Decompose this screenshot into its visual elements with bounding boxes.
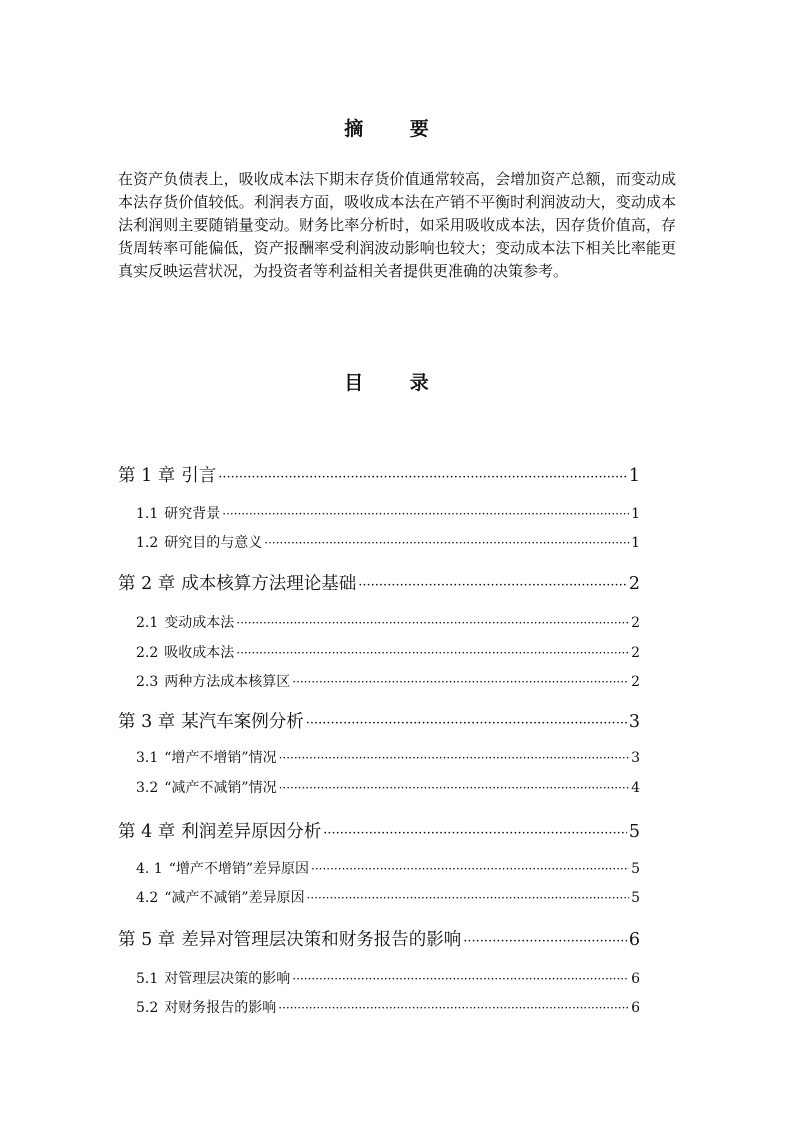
toc-entry-page: 5 — [631, 861, 640, 877]
toc-entry-page: 6 — [631, 971, 640, 987]
toc-entry-label: 变动成本法 — [164, 615, 235, 631]
toc-chapter-4[interactable] — [118, 818, 640, 843]
toc-entry-page: 1 — [631, 506, 640, 522]
toc-entry-number: 2.1 — [136, 615, 159, 631]
toc-leader-dots — [323, 822, 627, 842]
toc-section-5-2[interactable] — [136, 997, 640, 1017]
toc-entry-label: 利润差异原因分析 — [181, 822, 322, 842]
toc-entry-label: 引言 — [181, 466, 217, 486]
toc-leader-dots — [218, 466, 627, 486]
toc-leader-dots — [222, 506, 629, 522]
toc-entry-page: 5 — [631, 890, 640, 906]
toc-entry-number: 2.3 — [136, 674, 159, 690]
toc-entry-number: 5.1 — [136, 971, 159, 987]
toc-entry-label: 研究目的与意义 — [164, 535, 263, 551]
toc-entry-page: 3 — [628, 712, 640, 732]
toc-entry-label: 成本核算方法理论基础 — [181, 574, 357, 594]
toc-chapter-3[interactable] — [118, 708, 640, 733]
toc-entry-number: 第 4 章 — [118, 822, 176, 842]
toc-entry-page: 1 — [631, 535, 640, 551]
toc-entry-number: 1.1 — [136, 506, 159, 522]
toc-entry-number: 第 2 章 — [118, 574, 176, 594]
toc-section-4-1[interactable] — [136, 858, 640, 878]
toc-entry-number: 第 1 章 — [118, 466, 176, 486]
toc-leader-dots — [311, 861, 629, 877]
toc-leader-dots — [264, 535, 629, 551]
toc-leader-dots — [236, 645, 629, 661]
toc-entry-page: 3 — [631, 750, 640, 766]
toc-leader-dots — [292, 971, 629, 987]
toc-chapter-1[interactable] — [118, 462, 640, 487]
toc-entry-label: “增产不增销”差异原因 — [168, 861, 310, 877]
toc-leader-dots — [279, 750, 629, 766]
toc-entry-number: 第 5 章 — [118, 930, 176, 950]
toc-entry-page: 2 — [631, 645, 640, 661]
toc-entry-label: “减产不减销”情况 — [164, 780, 277, 796]
toc-section-2-2[interactable] — [136, 642, 640, 662]
toc-section-3-2[interactable] — [136, 777, 640, 797]
toc-entry-number: 3.1 — [136, 750, 159, 766]
toc-leader-dots — [358, 574, 627, 594]
toc-entry-label: “增产不增销”情况 — [164, 750, 277, 766]
toc-entry-number: 4.2 — [136, 890, 159, 906]
toc-entry-label: “减产不减销”差异原因 — [164, 890, 305, 906]
abstract-title: 摘 要 — [344, 118, 449, 140]
toc-leader-dots — [236, 615, 629, 631]
toc-title: 目 录 — [344, 372, 449, 394]
toc-leader-dots — [292, 674, 629, 690]
toc-section-4-2[interactable] — [136, 887, 640, 907]
toc-section-2-3[interactable] — [136, 671, 640, 691]
toc-section-1-1[interactable] — [136, 503, 640, 523]
toc-entry-label: 研究背景 — [164, 506, 221, 522]
toc-section-2-1[interactable] — [136, 612, 640, 632]
toc-section-1-2[interactable] — [136, 532, 640, 552]
abstract-body: 在资产负债表上，吸收成本法下期末存货价值通常较高，会增加资产总额，而变动成本法存货价值较低。利润表方面，吸收成本法在产销不平衡时利润波动大，变动成本法利润则主要随销量变动。财务比率分析时，如采用吸收成本法，因存货价值高，存货周转率可能偏低，资产报酬率受利润波动影响也较大；变动成本法下相关比率能更真实反映运营状况，为投资者等利益相关者提供更准确的决策参考。 — [118, 170, 676, 280]
toc-entry-label: 对管理层决策的影响 — [164, 971, 291, 987]
toc-entry-page: 2 — [628, 574, 640, 594]
toc-section-5-1[interactable] — [136, 968, 640, 988]
toc-entry-page: 4 — [631, 780, 640, 796]
toc-chapter-2[interactable] — [118, 570, 640, 595]
toc-leader-dots — [306, 712, 627, 732]
toc-leader-dots — [307, 890, 629, 906]
toc-entry-page: 2 — [631, 615, 640, 631]
toc-entry-page: 1 — [628, 466, 640, 486]
toc-entry-page: 6 — [631, 1000, 640, 1016]
toc-entry-number: 2.2 — [136, 645, 159, 661]
toc-entry-number: 3.2 — [136, 780, 159, 796]
toc-leader-dots — [463, 930, 627, 950]
toc-entry-label: 吸收成本法 — [164, 645, 235, 661]
toc-entry-page: 2 — [631, 674, 640, 690]
toc-section-3-1[interactable] — [136, 747, 640, 767]
toc-chapter-5[interactable] — [118, 926, 640, 951]
toc-entry-label: 对财务报告的影响 — [164, 1000, 277, 1016]
toc-entry-page: 5 — [628, 822, 640, 842]
toc-entry-number: 4. 1 — [136, 861, 163, 877]
toc-entry-number: 5.2 — [136, 1000, 159, 1016]
toc-entry-number: 第 3 章 — [118, 712, 176, 732]
toc-leader-dots — [278, 1000, 629, 1016]
toc-entry-page: 6 — [628, 930, 640, 950]
toc-entry-number: 1.2 — [136, 535, 159, 551]
toc-entry-label: 某汽车案例分析 — [181, 712, 304, 732]
toc-entry-label: 两种方法成本核算区 — [164, 674, 291, 690]
toc-entry-label: 差异对管理层决策和财务报告的影响 — [181, 930, 462, 950]
toc-leader-dots — [279, 780, 629, 796]
